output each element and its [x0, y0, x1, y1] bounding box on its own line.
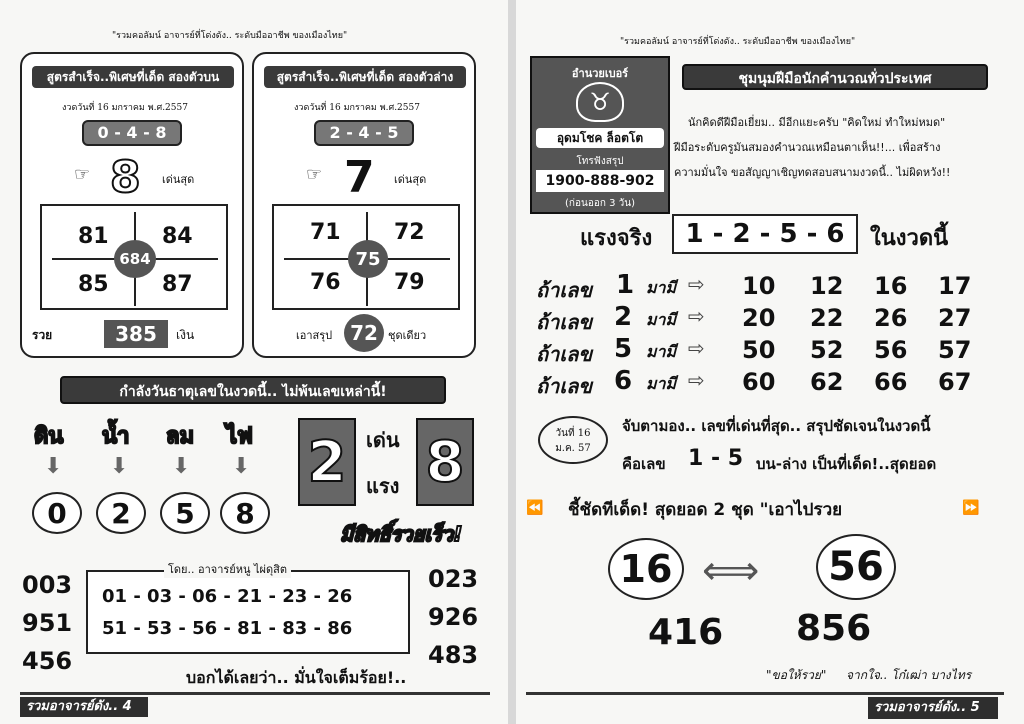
grid-center: 75 — [348, 240, 388, 278]
bottom-label: รวย — [32, 328, 53, 342]
highlight-label: เด่นสุด — [394, 173, 427, 186]
strong-digit-box — [298, 418, 356, 506]
intro-line: ความมั่นใจ ขอสัญญาเชิญทดสอบสนามงวดนี้.. ไม่ผิดหวัง!! — [674, 166, 951, 179]
if-digit: 1 — [616, 270, 635, 300]
number-grid — [272, 204, 460, 310]
grid-cell: 87 — [162, 272, 193, 297]
arrow-down-icon: ⬇ — [44, 454, 63, 479]
right-number-column — [428, 560, 478, 674]
if-row — [536, 270, 1006, 302]
number-series-row: 01 - 03 - 06 - 21 - 23 - 26 — [102, 586, 353, 607]
intro-text — [674, 110, 1014, 185]
pair-a: 16 — [608, 538, 684, 600]
grid-cell: 71 — [310, 220, 341, 245]
number-item: 023 — [428, 565, 479, 593]
arrow-right-icon: ⇨ — [688, 368, 705, 392]
is-suffix: บน-ล่าง เป็นที่เด็ด!..สุดยอด — [756, 455, 937, 473]
ad-phone: 1900-888-902 — [536, 170, 664, 192]
double-arrow-icon: ⟺ — [702, 548, 760, 594]
if-value: 22 — [810, 304, 844, 332]
element-digit: 8 — [220, 492, 270, 534]
page-header: "รวมคอลัมน์ อาจารย์ที่โด่งดัง.. ระดับมืออาชีพ ของเมืองไทย" — [620, 37, 856, 47]
if-prefix: ถ้าเลข — [536, 342, 593, 366]
if-has: มามี — [646, 278, 677, 297]
if-value: 12 — [810, 272, 844, 300]
strong-label: แรงจริง — [580, 226, 653, 251]
if-has: มามี — [646, 342, 677, 361]
confidence-text: บอกได้เลยว่า.. มั่นใจเต็มร้อย!.. — [186, 668, 407, 687]
if-value: 60 — [742, 368, 776, 396]
arrow-right-icon: ⇨ — [688, 304, 705, 328]
grid-cell: 84 — [162, 224, 193, 249]
if-row — [536, 302, 1006, 334]
grid-cell: 85 — [78, 272, 109, 297]
if-digit: 6 — [614, 366, 633, 396]
arrow-right-icon: ⇨ — [688, 336, 705, 360]
if-prefix: ถ้าเลข — [536, 278, 593, 302]
double-arrow-right-icon: ⏩ — [962, 500, 980, 516]
point-text: ชี้ชัดทีเด็ด! สุดยอด 2 ชุด "เอาไปรวย — [568, 500, 843, 520]
strong-digit-b: 8 — [425, 430, 465, 495]
bottom-suffix: ชุดเดียว — [388, 329, 427, 342]
date-line: วันที่ 16 — [555, 428, 591, 439]
bottom-value: 385 — [104, 320, 168, 348]
page-footer: รวมอาจารย์ดัง.. 4 — [20, 697, 148, 717]
number-item: 951 — [22, 609, 73, 637]
footer-rule — [20, 692, 490, 695]
if-digit: 5 — [614, 334, 633, 364]
formula-title: สูตรสำเร็จ..พิเศษที่เด็ด สองตัวบน — [32, 66, 234, 88]
number-item: 003 — [22, 571, 73, 599]
formula-date: งวดวันที่ 16 มกราคม พ.ศ.2557 — [62, 103, 188, 113]
pair-b: 56 — [816, 534, 896, 600]
intro-line: ฝีมือระดับครูมันสมองคำนวณเหมือนตาเห็น!!... เพื่อสร้าง — [674, 141, 941, 154]
if-value: 66 — [874, 368, 908, 396]
if-value: 26 — [874, 304, 908, 332]
page-footer: รวมอาจารย์ดัง.. 5 — [868, 697, 998, 719]
arrow-right-icon: ⇨ — [688, 272, 705, 296]
page-header: "รวมคอลัมน์ อาจารย์ที่โด่งดัง.. ระดับมืออาชีพ ของเมืองไทย" — [112, 31, 348, 41]
ad-call: โทรฟังสรุป — [576, 156, 624, 167]
triple-b: 856 — [796, 608, 872, 649]
ad-note: (ก่อนออก 3 วัน) — [565, 198, 635, 209]
strong-label-1: เด่น — [366, 428, 400, 452]
element-name: ไฟ — [226, 424, 253, 449]
formula-title: สูตรสำเร็จ..พิเศษที่เด็ด สองตัวล่าง — [264, 66, 466, 88]
if-has: มามี — [646, 374, 677, 393]
bull-head-icon: ♉ — [576, 82, 624, 122]
ad-top: อำนวยเบอร์ — [571, 67, 629, 80]
double-arrow-left-icon: ⏪ — [526, 500, 544, 516]
bottom-value: 72 — [344, 314, 384, 352]
pointing-hand-icon: ☞ — [306, 164, 323, 185]
if-prefix: ถ้าเลข — [536, 310, 593, 334]
grid-cell: 79 — [394, 270, 425, 295]
element-name: น้ำ — [102, 424, 130, 449]
page-title: ชุมนุมฝีมือนักคำนวณทั่วประเทศ — [682, 64, 988, 90]
if-value: 10 — [742, 272, 776, 300]
hotline-ad — [530, 56, 670, 214]
grid-cell: 81 — [78, 224, 109, 249]
triple-a: 416 — [648, 612, 724, 653]
intro-line: นักคิดดีฝีมือเยี่ยม.. มีอีกแยะครับ "คิดใหม่ ทำใหม่หมด" — [688, 116, 946, 129]
highlight-label: เด่นสุด — [162, 173, 195, 186]
number-item: 926 — [428, 603, 479, 631]
bottom-label: เอาสรุป — [296, 329, 333, 342]
formula-digits: 2 - 4 - 5 — [314, 120, 414, 146]
sign-from: จากใจ.. โก๋เฒ่า บางไทร — [846, 668, 972, 682]
watch-text: จับตามอง.. เลขที่เด่นที่สุด.. สรุปชัดเจนในงวดนี้ — [622, 417, 931, 435]
formula-panel-bottom — [252, 52, 476, 358]
right-page — [516, 0, 1024, 724]
if-value: 52 — [810, 336, 844, 364]
left-page — [0, 0, 508, 724]
number-series-box — [86, 570, 410, 654]
sign-wish: "ขอให้รวย" — [766, 668, 827, 682]
author-line: โดย.. อาจารย์หนู ไผ่ดุสิต — [164, 560, 291, 578]
formula-panel-top — [20, 52, 244, 358]
number-item: 456 — [22, 647, 73, 675]
formula-date: งวดวันที่ 16 มกราคม พ.ศ.2557 — [294, 103, 420, 113]
number-series-row: 51 - 53 - 56 - 81 - 83 - 86 — [102, 618, 353, 639]
if-value: 50 — [742, 336, 776, 364]
if-value: 56 — [874, 336, 908, 364]
elements-row — [26, 418, 282, 538]
arrow-down-icon: ⬇ — [110, 454, 129, 479]
elements-banner: กำลังวันธาตุเลขในงวดนี้.. ไม่พ้นเลขเหล่านี้! — [60, 376, 446, 404]
grid-center: 684 — [114, 240, 156, 278]
if-row — [536, 366, 1006, 398]
is-label: คือเลข — [622, 455, 666, 473]
bottom-suffix: เงิน — [176, 328, 195, 342]
number-item: 483 — [428, 641, 479, 669]
strong-digit-box — [416, 418, 474, 506]
strong-label-2: แรง — [366, 474, 400, 498]
element-digit: 0 — [32, 492, 82, 534]
grid-cell: 76 — [310, 270, 341, 295]
footer-rule — [526, 692, 1004, 695]
if-value: 16 — [874, 272, 908, 300]
grid-cell: 72 — [394, 220, 425, 245]
if-has: มามี — [646, 310, 677, 329]
if-row — [536, 334, 1006, 366]
strong-digit-a: 2 — [307, 430, 347, 495]
element-digit: 5 — [160, 492, 210, 534]
left-number-column — [22, 566, 72, 680]
if-value: 27 — [938, 304, 972, 332]
highlight-digit: 8 — [110, 152, 141, 203]
if-prefix: ถ้าเลข — [536, 374, 593, 398]
element-digit: 2 — [96, 492, 146, 534]
arrow-down-icon: ⬇ — [172, 454, 191, 479]
date-badge — [538, 416, 608, 464]
is-digits: 1 - 5 — [688, 446, 744, 471]
element-name: ลม — [166, 424, 194, 449]
highlight-digit: 7 — [344, 152, 375, 203]
ad-brand: อุดมโชค ล็อตโต — [536, 128, 664, 148]
formula-digits: 0 - 4 - 8 — [82, 120, 182, 146]
if-value: 62 — [810, 368, 844, 396]
element-name: ดิน — [34, 424, 64, 449]
if-value: 17 — [938, 272, 972, 300]
strong-suffix: ในงวดนี้ — [870, 226, 949, 251]
if-value: 57 — [938, 336, 972, 364]
if-digit: 2 — [614, 302, 633, 332]
arrow-down-icon: ⬇ — [232, 454, 251, 479]
lucky-text: มีสิทธิ์รวยเร็ว! — [340, 522, 463, 546]
pointing-hand-icon: ☞ — [74, 164, 91, 185]
if-value: 20 — [742, 304, 776, 332]
number-grid — [40, 204, 228, 310]
date-line: ม.ค. 57 — [555, 443, 591, 454]
strong-digits: 1 - 2 - 5 - 6 — [672, 214, 858, 254]
if-value: 67 — [938, 368, 972, 396]
